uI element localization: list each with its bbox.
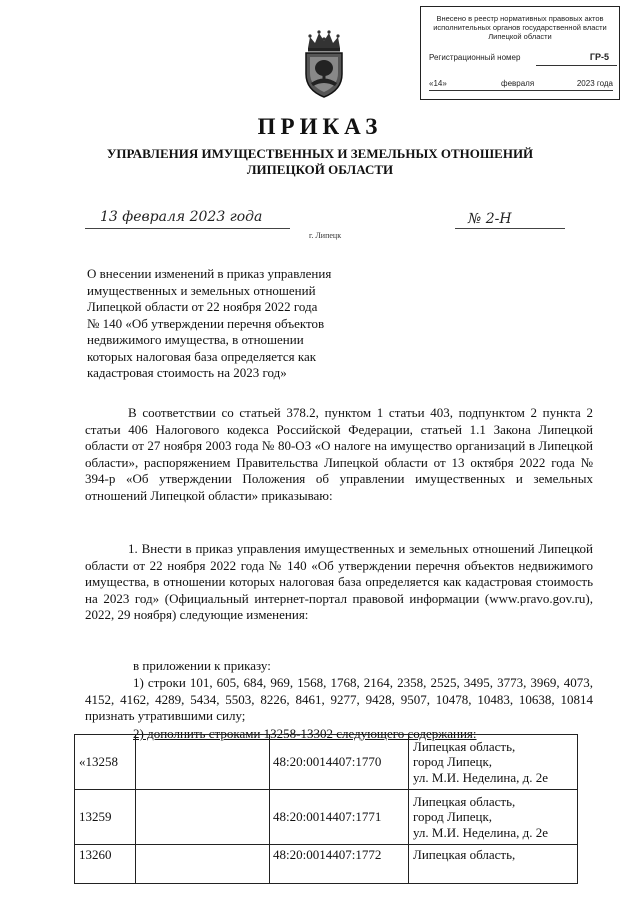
stamp-day: «14»	[429, 79, 447, 88]
address-line: город Липецк,	[413, 754, 493, 770]
table-row	[75, 845, 578, 884]
appendix-line: в приложении к приказу:	[133, 658, 271, 673]
stamp-text: Внесено в реестр нормативных правовых актов исполнительных органов государственной власти Липецкой области	[433, 14, 607, 41]
cadastral-number: 48:20:0014407:1770	[270, 735, 409, 790]
number-underline	[455, 228, 565, 229]
address-line: город Липецк,	[413, 809, 493, 825]
body-paragraph-2: 1. Внести в приказ управления имущественных и земельных отношений Липецкой области от 22 ноября 2022 года № 140 «Об утверждении перечня объектов недвижимого имущества, в отношении которых налоговая база определяется как кадастровая стоимость на 2023 год» (Официальный интернет-портал правовой информации (www.pravo.gov.ru), 2022, 29 ноября) следующие изменения:	[85, 541, 593, 623]
preamble-line: О внесении изменений в приказ управления	[87, 266, 332, 281]
address-line: Липецкая область,	[413, 847, 516, 862]
city-label: г. Липецк	[309, 231, 342, 240]
empty-cell	[136, 735, 270, 790]
address-line: ул. М.И. Неделина, д. 2е	[413, 824, 549, 840]
subtitle-line-1: УПРАВЛЕНИЯ ИМУЩЕСТВЕННЫХ И ЗЕМЕЛЬНЫХ ОТНОШЕНИЙ	[106, 146, 534, 161]
preamble-line: № 140 «Об утверждении перечня объектов	[87, 315, 325, 331]
row-number: 13259	[75, 790, 136, 845]
document-title: ПРИКАЗ	[257, 114, 383, 139]
table-row	[75, 735, 578, 790]
body-paragraph-1: В соответствии со статьей 378.2, пунктом 1 статьи 403, подпунктом 2 пункта 2 статьи 406 Налогового кодекса Российской Федерации, статьей 1.1 Закона Липецкой области от 27 ноября 2003 года № 80-ОЗ «О налоге на имущество организаций в Липецкой области», распоряжением Правительства Липецкой области от 13 октября 2022 года № 394-р «Об утверждении Положения об управлении имущественных и земельных отношений Липецкой области» приказываю:	[85, 405, 593, 503]
address-line: Липецкая область,	[413, 738, 516, 754]
cadastral-number: 48:20:0014407:1771	[270, 790, 409, 845]
stamp-reg-label: Регистрационный номер	[429, 53, 521, 62]
date-underline	[85, 228, 290, 229]
address-line: ул. М.И. Неделина, д. 2е	[413, 769, 549, 785]
address-cell	[409, 735, 578, 790]
preamble-line: имущественных и земельных отношений	[87, 282, 316, 298]
row-number: 13260	[75, 845, 136, 884]
stamp-reg-number: ГР-5	[589, 52, 609, 62]
cadastral-number: 48:20:0014407:1772	[270, 845, 409, 884]
table-row	[75, 790, 578, 845]
preamble-line: Липецкой области от 22 ноября 2022 года	[87, 299, 318, 314]
stamp-month: февраля	[501, 79, 535, 88]
preamble-line: недвижимого имущества, в отношении	[87, 332, 304, 347]
stamp-year: 2023 года	[576, 79, 613, 88]
address-cell	[409, 845, 578, 884]
subtitle-line-2: ЛИПЕЦКОЙ ОБЛАСТИ	[246, 162, 394, 177]
item-1: 1) строки 101, 605, 684, 969, 1568, 1768, 2164, 2358, 2525, 3495, 3773, 3969, 4073, 4152, 4162, 4289, 5434, 5503, 8226, 8461, 9277, 9428, 9507, 10478, 10483, 10638, 10814 признать утратившими силу;	[85, 675, 593, 724]
stamp-date-row	[429, 79, 613, 91]
preamble-line: кадастровая стоимость на 2023 год»	[87, 365, 287, 380]
preamble-line: которых налоговая база определяется как	[87, 348, 317, 364]
address-cell	[409, 790, 578, 845]
property-table	[74, 734, 578, 884]
address-line: Липецкая область,	[413, 793, 516, 809]
handwritten-number: № 2-Н	[468, 211, 512, 227]
empty-cell	[136, 845, 270, 884]
lipetsk-coat-of-arms-icon	[300, 28, 348, 100]
preamble	[87, 266, 387, 382]
handwritten-date: 13 февраля 2023 года	[100, 209, 263, 225]
row-number: «13258	[75, 735, 136, 790]
document-subtitle	[60, 146, 580, 178]
item-2: 2) дополнить строками 13258-13302 следующего содержания:	[133, 726, 477, 741]
registry-stamp	[420, 6, 620, 100]
empty-cell	[136, 790, 270, 845]
stamp-divider	[536, 65, 617, 66]
